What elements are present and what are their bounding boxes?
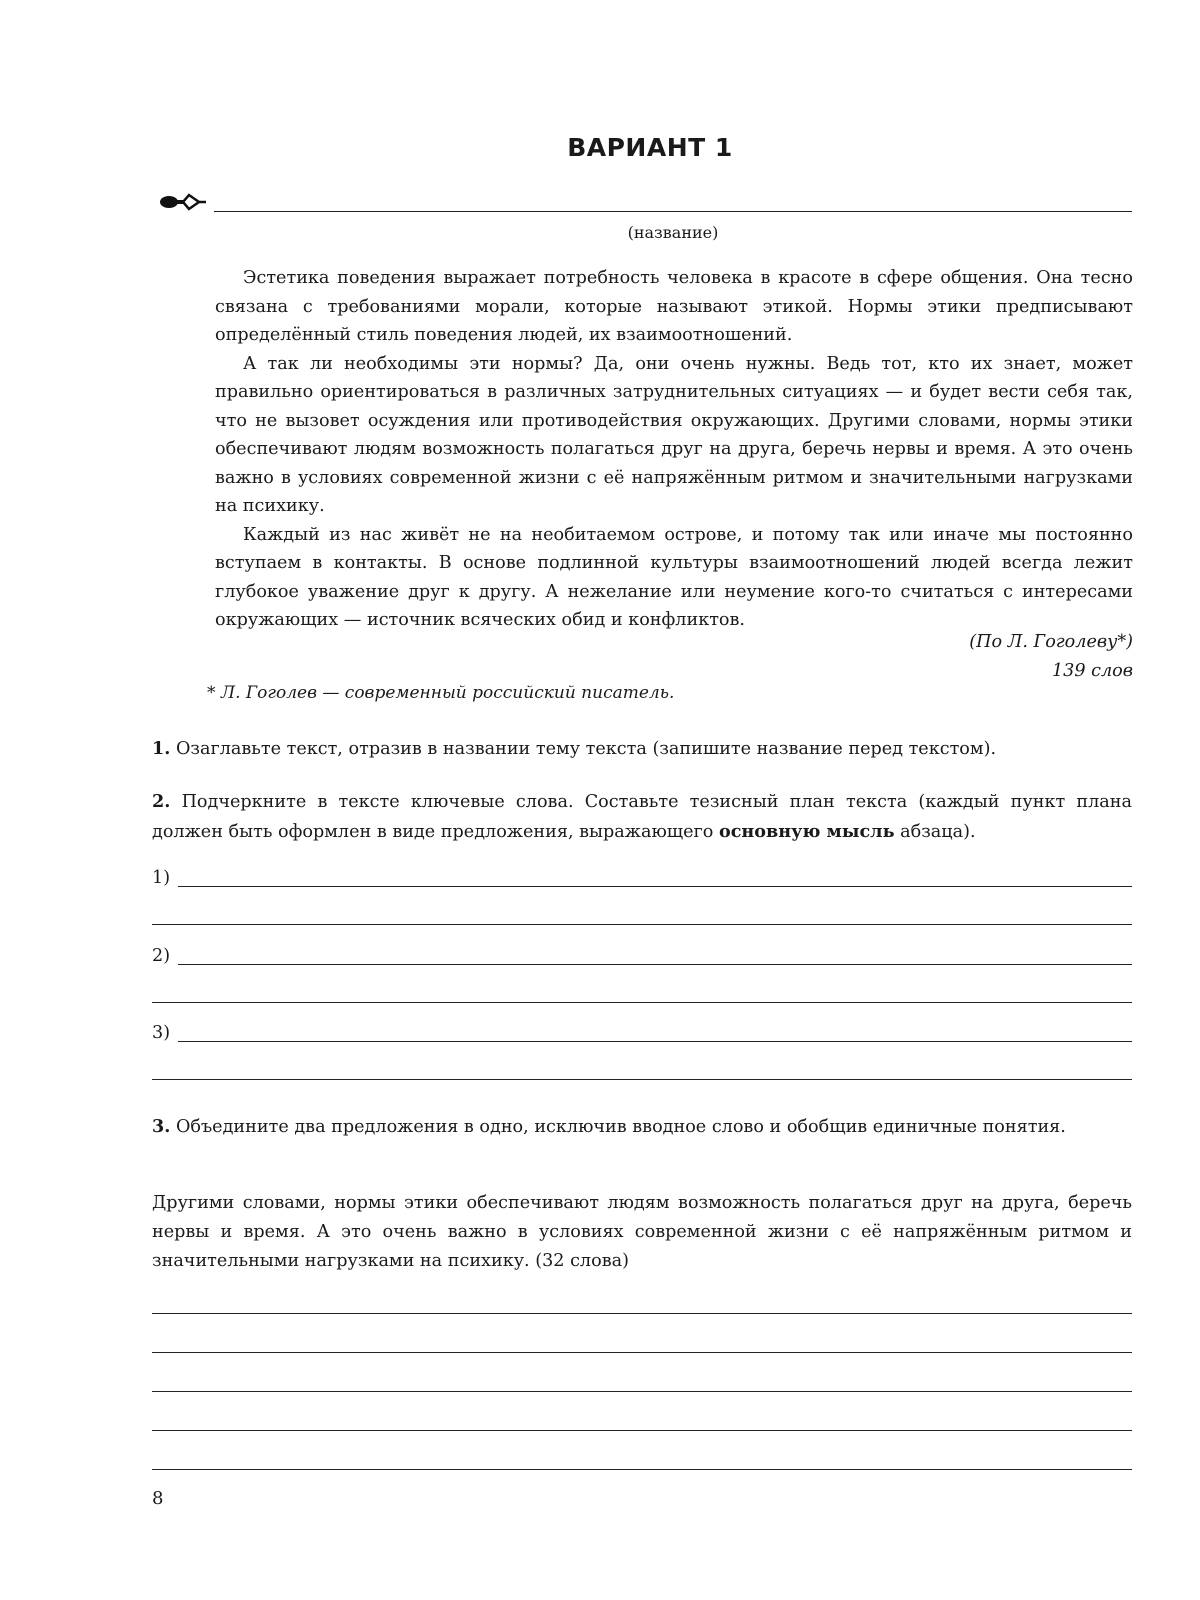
word-count: 139 слов bbox=[1051, 661, 1133, 681]
task-text: абзаца). bbox=[900, 822, 976, 842]
task-number: 2. bbox=[152, 791, 171, 812]
text-paragraph: Каждый из нас живёт не на необитаемом острове, и потому так или иначе мы постоянно вступаем в контакты. В основе подлинной культуры взаимоотношений людей всегда лежит глубокое уважение друг к другу. А нежелание или неумение кого-то считаться с интересами окружающих — источник всяческих обид и конфликтов. bbox=[215, 524, 1133, 630]
text-paragraph: А так ли необходимы эти нормы? Да, они очень нужны. Ведь тот, кто их знает, может правильно ориентироваться в различных затруднительных ситуациях — и будет вести себя так, что не вызовет осуждения или противодействия окружающих. Другими словами, нормы этики обеспечивают людям возможность полагаться друг на друга, беречь нервы и время. А это очень важно в условиях современной жизни с её напряжённым ритмом и значительными нагрузками на психику. bbox=[215, 353, 1133, 516]
answer-line[interactable] bbox=[152, 924, 1132, 925]
task-text: Подчеркните в тексте ключевые слова. Составьте тезисный план текста (каждый пункт плана должен быть оформлен в виде предложения, выражающего bbox=[152, 792, 1132, 842]
task-3-quote: Другими словами, нормы этики обеспечивают людям возможность полагаться друг на друга, беречь нервы и время. А это очень важно в условиях современной жизни с её напряжённым ритмом и значительными нагрузками на психику. (32 слова) bbox=[152, 1193, 1132, 1271]
source-author: (По Л. Гоголеву*) bbox=[969, 632, 1133, 652]
answer-line[interactable] bbox=[178, 1041, 1132, 1042]
task-2 bbox=[152, 787, 1132, 847]
answer-line[interactable] bbox=[152, 1079, 1132, 1080]
task-number: 1. bbox=[152, 738, 171, 759]
text-paragraph: Эстетика поведения выражает потребность человека в красоте в сфере общения. Она тесно связана с требованиями морали, которые называют этикой. Нормы этики предписывают определённый стиль поведения людей, их взаимоотношений. bbox=[215, 268, 1133, 345]
task-3 bbox=[152, 1112, 1132, 1142]
task-1 bbox=[152, 734, 1132, 764]
title-input-line[interactable] bbox=[214, 211, 1132, 212]
plan-label-3: 3) bbox=[152, 1023, 171, 1043]
page-number: 8 bbox=[152, 1488, 164, 1509]
task-number: 3. bbox=[152, 1116, 171, 1137]
plan-label-2: 2) bbox=[152, 946, 171, 966]
title-caption: (название) bbox=[627, 223, 719, 242]
answer-line[interactable] bbox=[152, 1313, 1132, 1314]
answer-line[interactable] bbox=[178, 886, 1132, 887]
footnote: * Л. Гоголев — современный российский писатель. bbox=[207, 683, 675, 703]
page-title: ВАРИАНТ 1 bbox=[567, 133, 733, 162]
task-text: Объедините два предложения в одно, исключив вводное слово и обобщив единичные понятия. bbox=[175, 1117, 1066, 1137]
main-text bbox=[215, 264, 1133, 635]
task-text: Озаглавьте текст, отразив в названии тему текста (запишите название перед текстом). bbox=[175, 739, 997, 759]
answer-line[interactable] bbox=[152, 1469, 1132, 1470]
plan-label-1: 1) bbox=[152, 868, 171, 888]
answer-line[interactable] bbox=[152, 1002, 1132, 1003]
task-text-bold: основную мысль bbox=[718, 821, 895, 842]
fountain-pen-icon bbox=[157, 190, 207, 214]
answer-line[interactable] bbox=[152, 1430, 1132, 1431]
answer-line[interactable] bbox=[152, 1352, 1132, 1353]
answer-line[interactable] bbox=[152, 1391, 1132, 1392]
answer-line[interactable] bbox=[178, 964, 1132, 965]
text-source bbox=[969, 628, 1133, 686]
